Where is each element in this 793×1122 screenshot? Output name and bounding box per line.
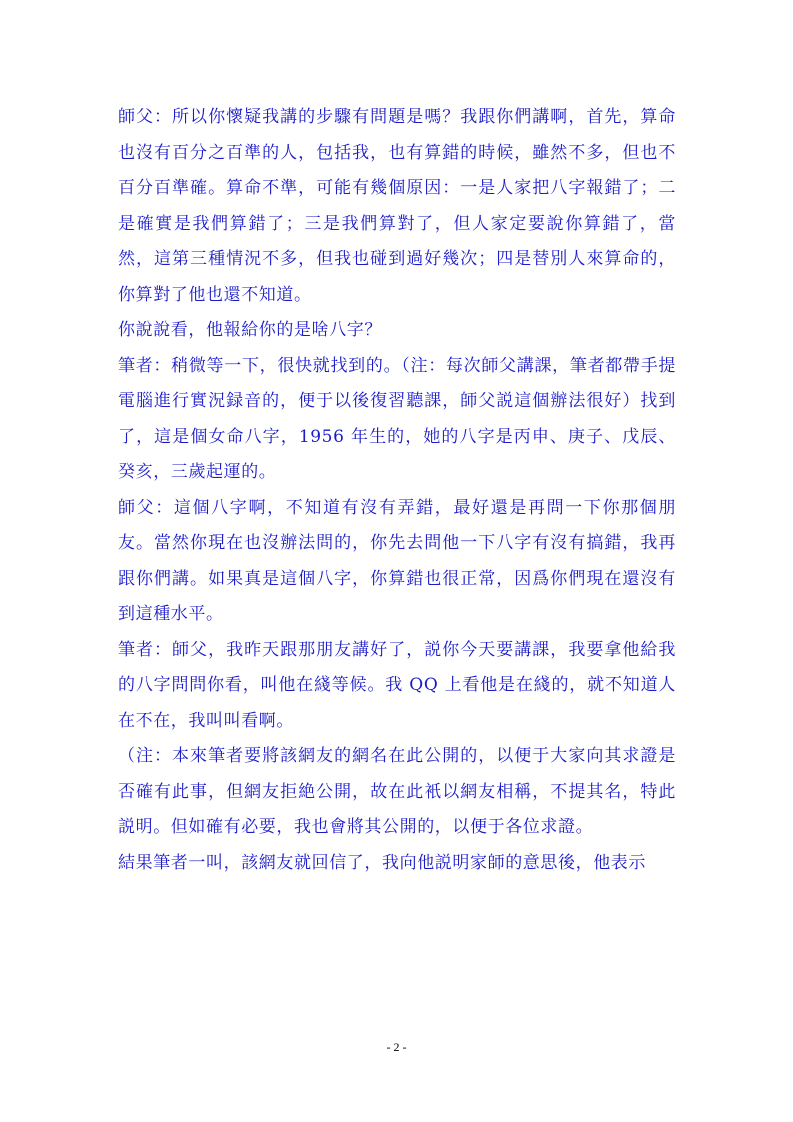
paragraph-master-comments: 師父：這個八字啊，不知道有沒有弄錯，最好還是再問一下你那個朋友。當然你現在也沒辦法問的，你先去問他一下八字有沒有搞錯，我再跟你們講。如果真是這個八字，你算錯也很正常，因爲你們現在還沒有到這種水平。 [118,497,676,624]
paragraph-question-bazi: 你說說看，他報給你的是啥八字？ [118,320,382,340]
paragraph-note-netizen: （注：本來筆者要將該網友的網名在此公開的，以便于大家向其求證是否確有此事，但網友拒絶公開，故在此衹以網友相稱，不提其名，特此説明。但如確有必要，我也會將其公開的，以便于各位求證。 [118,746,676,837]
paragraph-result: 結果筆者一叫，該網友就回信了，我向他説明家師的意思後，他表示 [118,852,646,873]
paragraph-author-qq: 筆者：師父，我昨天跟那朋友講好了，説你今天要講課，我要拿他給我的八字問問你看，叫他在綫等候。我 QQ 上看他是在綫的，就不知道人在不在，我叫叫看啊。 [118,639,676,731]
page-number: - 2 - [386,1040,407,1054]
document-body [118,100,676,881]
paragraph-master-explains: 師父：所以你懷疑我講的步驟有問題是嗎？我跟你們講啊，首先，算命也沒有百分之百準的人，包括我，也有算錯的時候，雖然不多，但也不百分百準確。算命不準，可能有幾個原因：一是人家把八字報錯了；二是確實是我們算錯了；三是我們算對了，但人家定要說你算錯了，當然，這第三種情況不多，但我也碰到過好幾次；四是替別人來算命的，你算對了他也還不知道。 [118,107,676,305]
paragraph-author-finds-bazi: 筆者：稍微等一下，很快就找到的。（注：每次師父講課，筆者都帶手提電腦進行實況録音的，便于以後復習聽課，師父説這個辦法很好）找到了，這是個女命八字，1956 年生的，她的八字是丙申、庚子、戊辰、癸亥，三歲起運的。 [118,355,676,482]
